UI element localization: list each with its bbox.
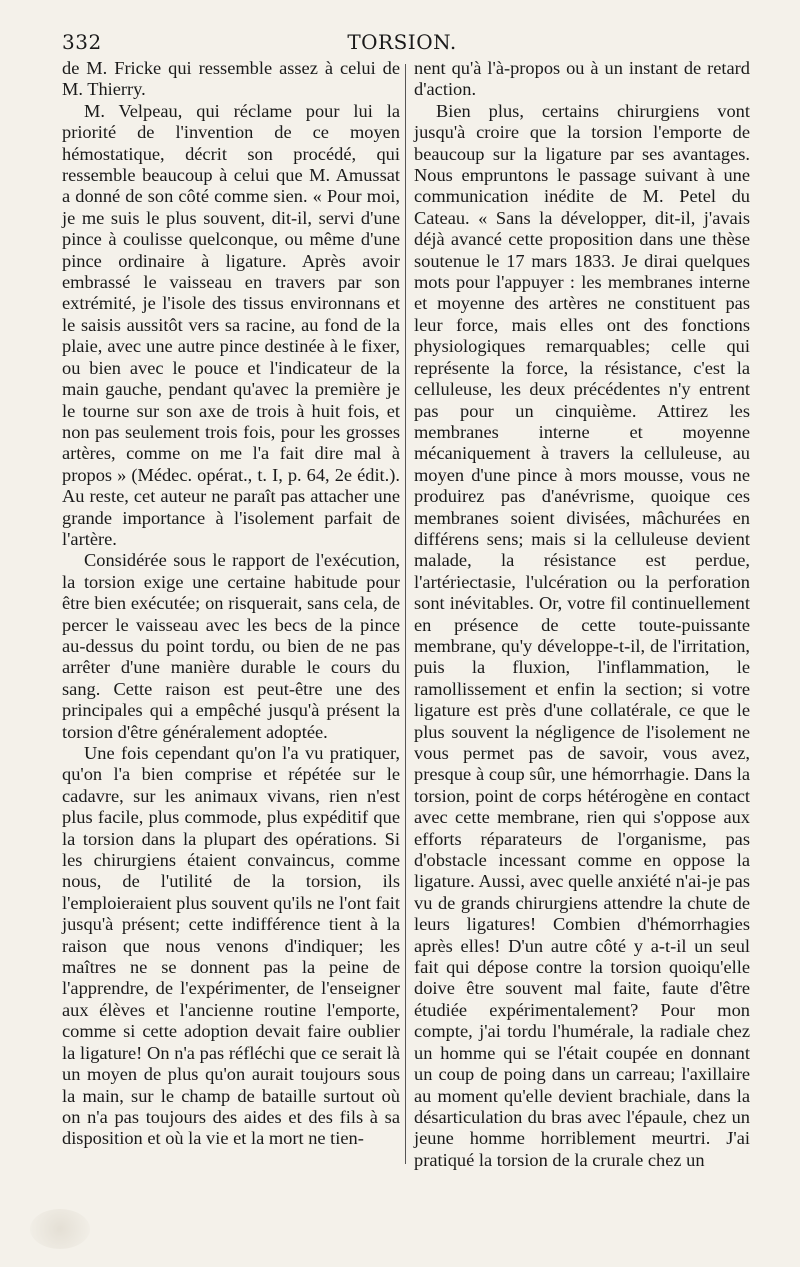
page-number: 332 <box>62 30 102 54</box>
paragraph: Considérée sous le rapport de l'exécution, la torsion exige une certaine habitude pour être bien exécutée; on risquerait, sans cela, de percer le vaisseau avec les becs de la pince au-dessus du point tordu, ou bien de ne pas arrêter d'une manière durable le cours du sang. Cette raison est peut-être une des principales qui a empêché jusqu'à présent la torsion d'être généralement adoptée. <box>62 550 400 742</box>
right-column <box>414 58 750 1171</box>
paragraph: Une fois cependant qu'on l'a vu pratiquer, qu'on l'a bien comprise et répétée sur le cadavre, sur les animaux vivans, rien n'est plus facile, plus commode, plus expéditif que la torsion dans la plupart des opérations. Si les chirurgiens étaient convaincus, comme nous, de l'utilité de la torsion, ils l'emploieraient plus souvent qu'ils ne l'ont fait jusqu'à présent; cette indifférence tient à la raison que nous venons d'indiquer; les maîtres ne se donnent pas la peine de l'apprendre, de l'expérimenter, de l'enseigner aux élèves et l'ancienne routine l'emporte, comme si cette adoption devait faire oublier la ligature! On n'a pas réfléchi que ce serait là un moyen de plus qu'on aurait toujours sous la main, sur le champ de bataille surtout où on n'a pas toujours des aides et des fils à sa disposition et où la vie et la mort ne tien- <box>62 743 400 1149</box>
paragraph: Bien plus, certains chirurgiens vont jusqu'à croire que la torsion l'emporte de beaucoup sur la ligature par ses avantages. Nous empruntons le passage suivant à une communication inédite de M. Petel du Cateau. « Sans la développer, dit-il, j'avais déjà avancé cette proposition dans une thèse soutenue le 17 mars 1833. Je dirai quelques mots pour l'appuyer : les membranes interne et moyenne des artères ne constituent pas leur force, mais elles ont des fonctions physiologiques remarquables; celle qui représente la force, la résistance, c'est la celluleuse, les deux précédentes n'y entrent pas pour un cinquième. Attirez les membranes interne et moyenne mécaniquement à travers la celluleuse, au moyen d'une pince à mors mousse, vous ne produirez pas d'anévrisme, quoique ces membranes soient divisées, mâchurées en différens sens; mais si la celluleuse devient malade, la résistance est perdue, l'artériectasie, l'ulcération ou la perforation sont inévitables. Or, votre fil continuellement en présence de cette toute-puissante membrane, qu'y développe-t-il, de l'irritation, puis la fluxion, l'inflammation, le ramollissement et enfin la section; si votre ligature est près d'une collatérale, ce que le plus souvent la négligence de l'isolement ne vous permet pas de savoir, vous avez, presque à coup sûr, une hémorrhagie. Dans la torsion, point de corps hétérogène en contact avec cette membrane, rien qui s'oppose aux efforts réparateurs de l'organisme, pas d'obstacle incessant comme en oppose la ligature. Aussi, avec quelle anxiété n'ai-je pas vu de grands chirurgiens attendre la chute de leurs ligatures! Combien d'hémorrhagies après elles! D'un autre côté y a-t-il un seul fait qui dépose contre la torsion quoiqu'elle doive être souvent mal faite, faute d'être étudiée expérimentalement? Pour mon compte, j'ai tordu l'humérale, la radiale chez un homme qui se l'était coupée en donnant un coup de poing dans un carreau; l'axillaire au moment qu'elle devient brachiale, dans la désarticulation du bras avec l'épaule, chez un jeune homme horriblement meurtri. J'ai pratiqué la torsion de la crurale chez un <box>414 100 750 1170</box>
paragraph: M. Velpeau, qui réclame pour lui la priorité de l'invention de ce moyen hémostatique, décrit son procédé, qui ressemble beaucoup à celui que M. Amussat a donné de son côté comme sien. « Pour moi, je me suis le plus souvent, dit-il, servi d'une pince à coulisse quelconque, ou même d'une pince ordinaire à ligature. Après avoir embrassé le vaisseau en travers par son extrémité, je l'isole des tissus environnans et le saisis aussitôt vers sa racine, au fond de la plaie, avec une autre pince destinée à le fixer, ou bien avec le pouce et l'indicateur de la main gauche, pendant qu'avec la première je le tourne sur son axe de trois à huit fois, et non pas seulement trois fois, pour les grosses artères, comme on me l'a fait dire mal à propos » (Médec. opérat., t. I, p. 64, 2e édit.). Au reste, cet auteur ne paraît pas attacher une grande importance à l'isolement parfait de l'artère. <box>62 100 400 549</box>
column-divider <box>405 64 406 1164</box>
paper-stain <box>30 1209 90 1249</box>
paragraph: nent qu'à l'à-propos ou à un instant de retard d'action. <box>414 58 750 100</box>
running-head: TORSION. <box>347 30 457 54</box>
left-column <box>62 58 400 1150</box>
paragraph: de M. Fricke qui ressemble assez à celui de M. Thierry. <box>62 58 400 100</box>
page-header <box>62 30 742 60</box>
